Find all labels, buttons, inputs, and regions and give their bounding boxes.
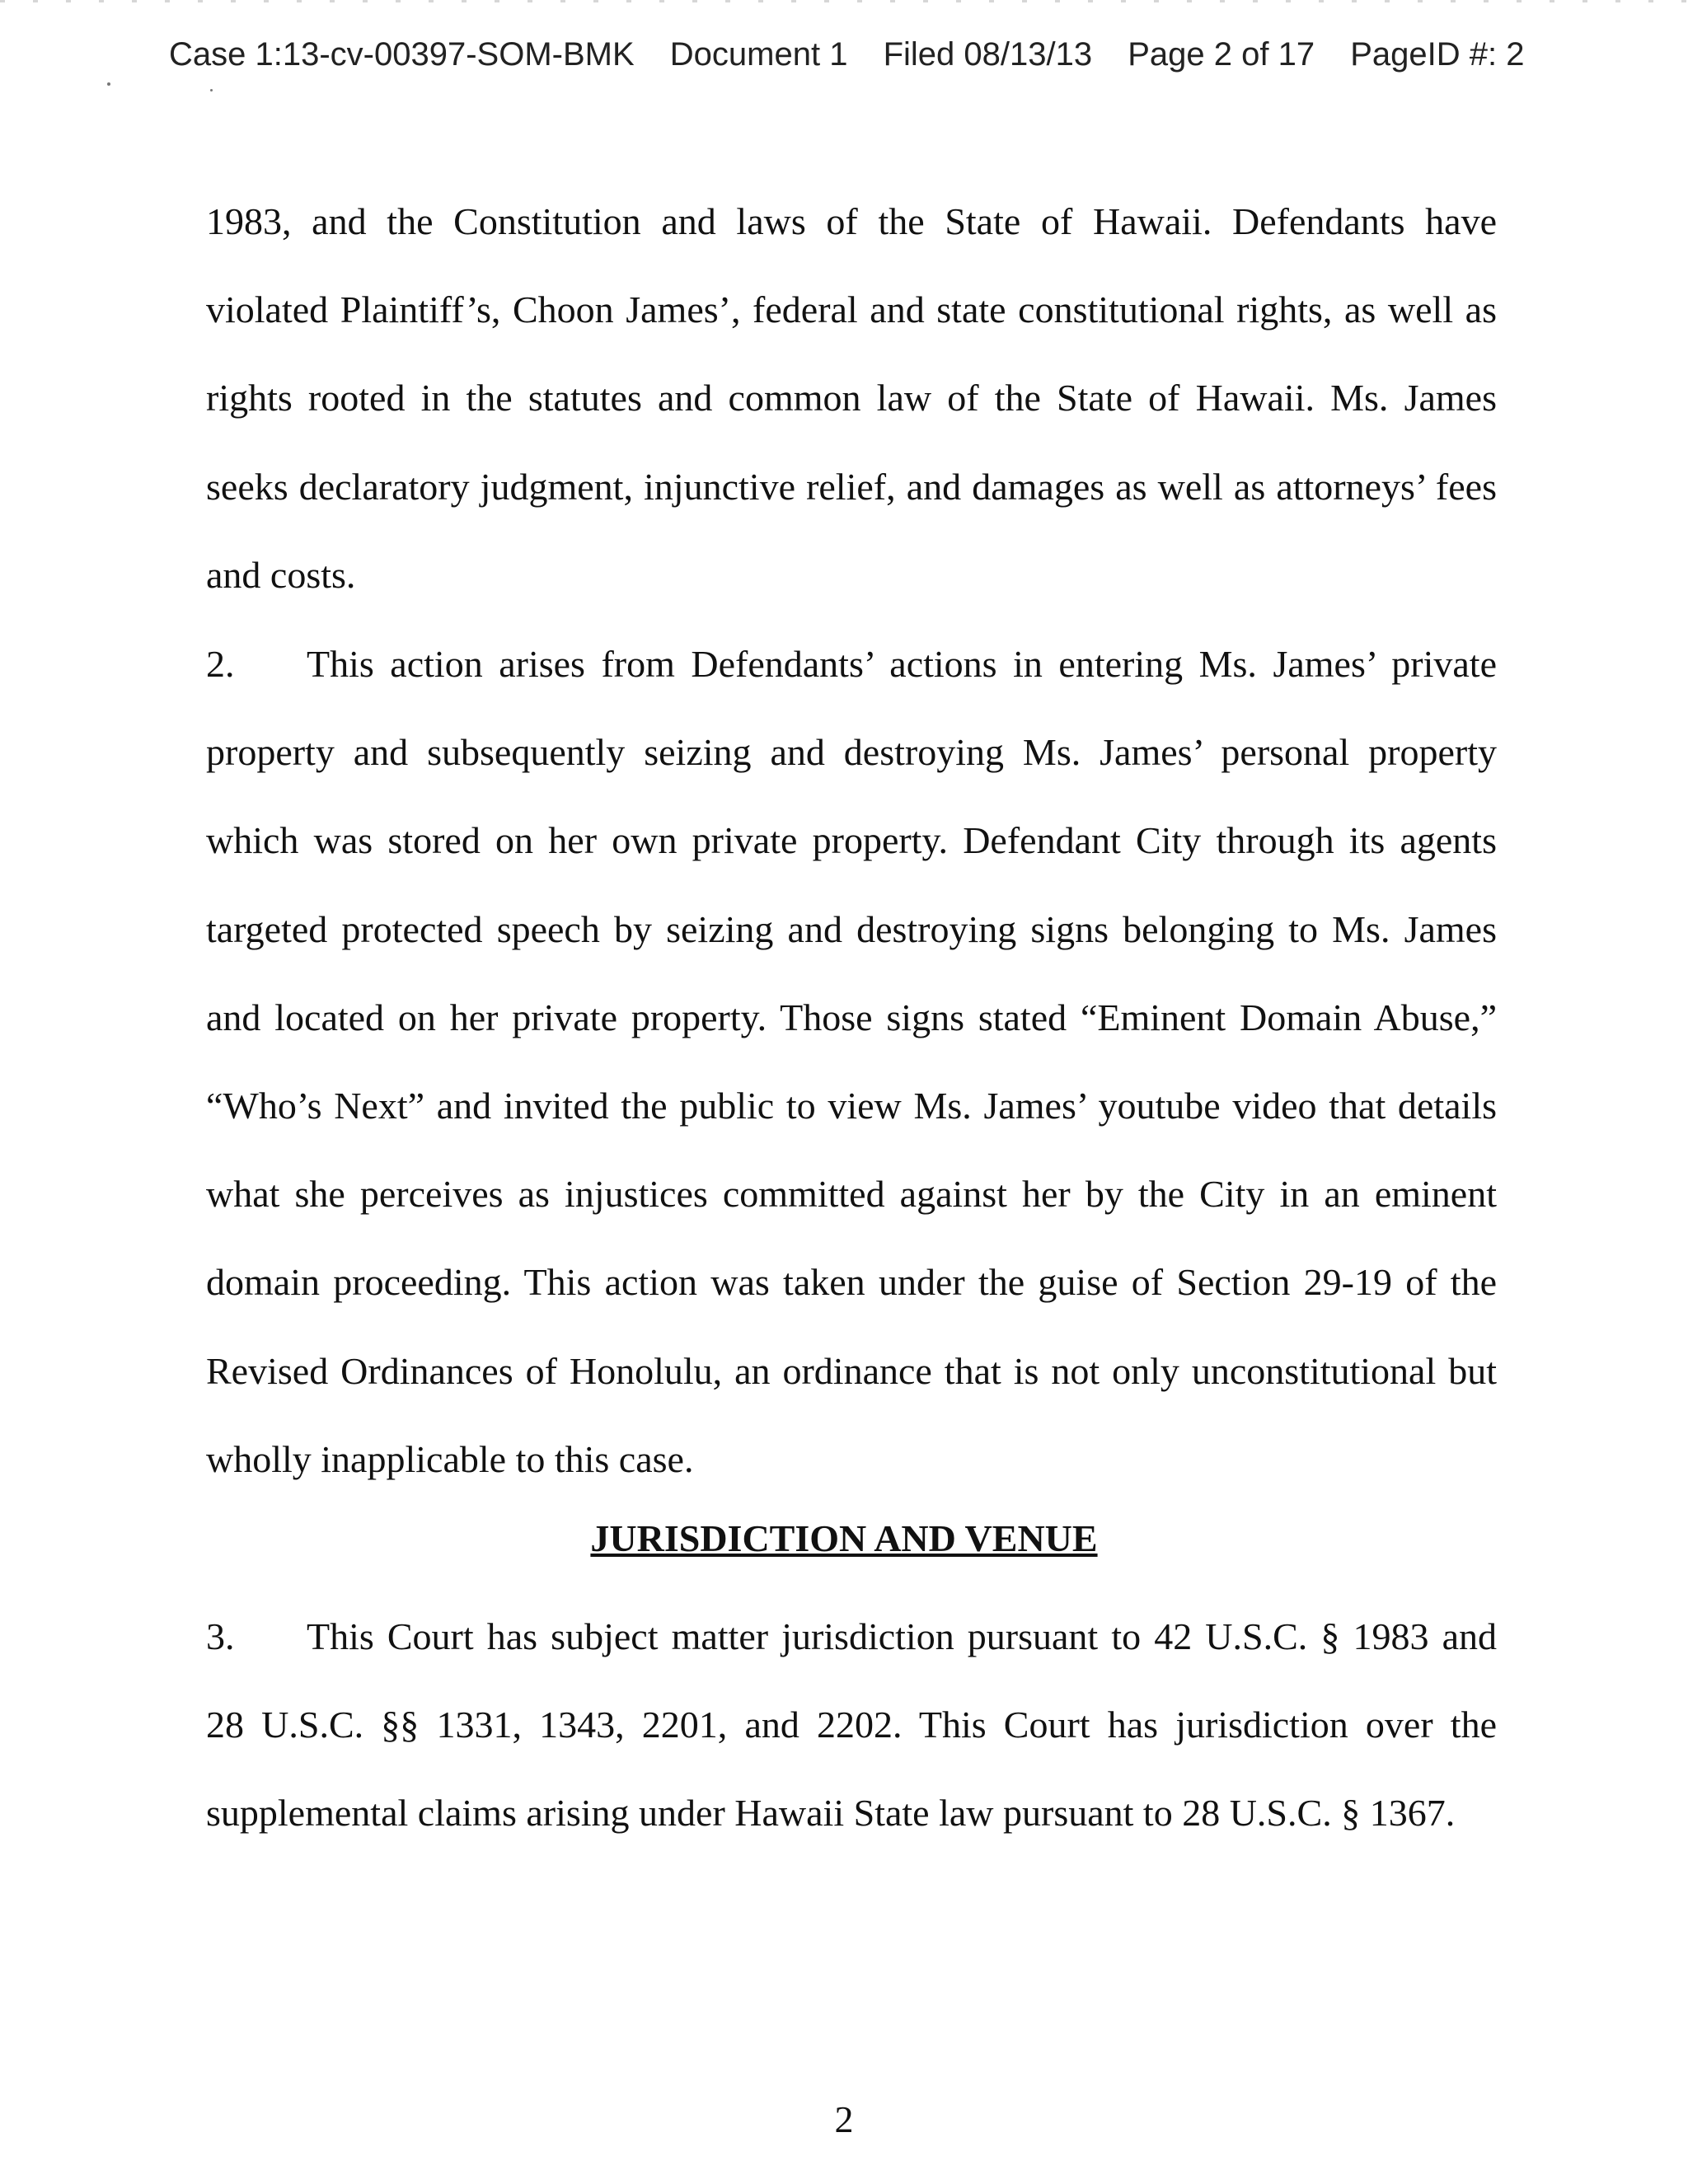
paragraph-1-continuation: 1983, and the Constitution and laws of the State of Hawaii. Defendants have violated Plaintiff’s, Choon James’, federal and state constitutional rights, as well as rights rooted in the statutes and common law of the State of Hawaii. Ms. James seeks declaratory judgment, injunctive relief, and damages as well as attorneys’ fees and costs. xyxy=(206,200,1497,596)
scan-edge-marks xyxy=(0,0,1688,2)
paragraph-number: 2. xyxy=(206,643,235,685)
paragraph-text: This Court has subject matter jurisdiction pursuant to 42 U.S.C. § 1983 and 28 U.S.C. §§ 1331, 1343, 2201, and 2202. This Court has jurisdiction over the supplemental claims arising under Hawaii State law pursuant to 28 U.S.C. § 1367. xyxy=(206,1615,1497,1835)
case-number: Case 1:13-cv-00397-SOM-BMK xyxy=(169,36,635,73)
filed-date: Filed 08/13/13 xyxy=(883,36,1093,73)
page-of-total: Page 2 of 17 xyxy=(1128,36,1315,73)
paragraph-number: 3. xyxy=(206,1615,235,1657)
scan-speck xyxy=(107,82,110,86)
section-heading: JURISDICTION AND VENUE xyxy=(590,1517,1098,1559)
document-number: Document 1 xyxy=(669,36,848,73)
paragraph-text: This action arises from Defendants’ actions in entering Ms. James’ private property and subsequently seizing and destroying Ms. James’ personal property which was stored on her own private property. Defendant City through its agents targeted protected speech by seizing and destroying signs belonging to Ms. James and located on her private property. Those signs stated “Eminent Domain Abuse,” “Who’s Next” and invited the public to view Ms. James’ youtube video that details what she perceives as injustices committed against her by the City in an eminent domain proceeding. This action was taken under the guise of Section 29-19 of the Revised Ordinances of Honolulu, an ordinance that is not only unconstitutional but wholly inapplicable to this case. xyxy=(206,643,1497,1480)
page-number: 2 xyxy=(834,2098,854,2140)
scan-speck xyxy=(210,89,213,91)
ecf-filing-header xyxy=(169,36,1589,73)
paragraph-3 xyxy=(206,1592,1497,1858)
paragraph-2 xyxy=(206,620,1497,1503)
page-id: PageID #: 2 xyxy=(1350,36,1525,73)
